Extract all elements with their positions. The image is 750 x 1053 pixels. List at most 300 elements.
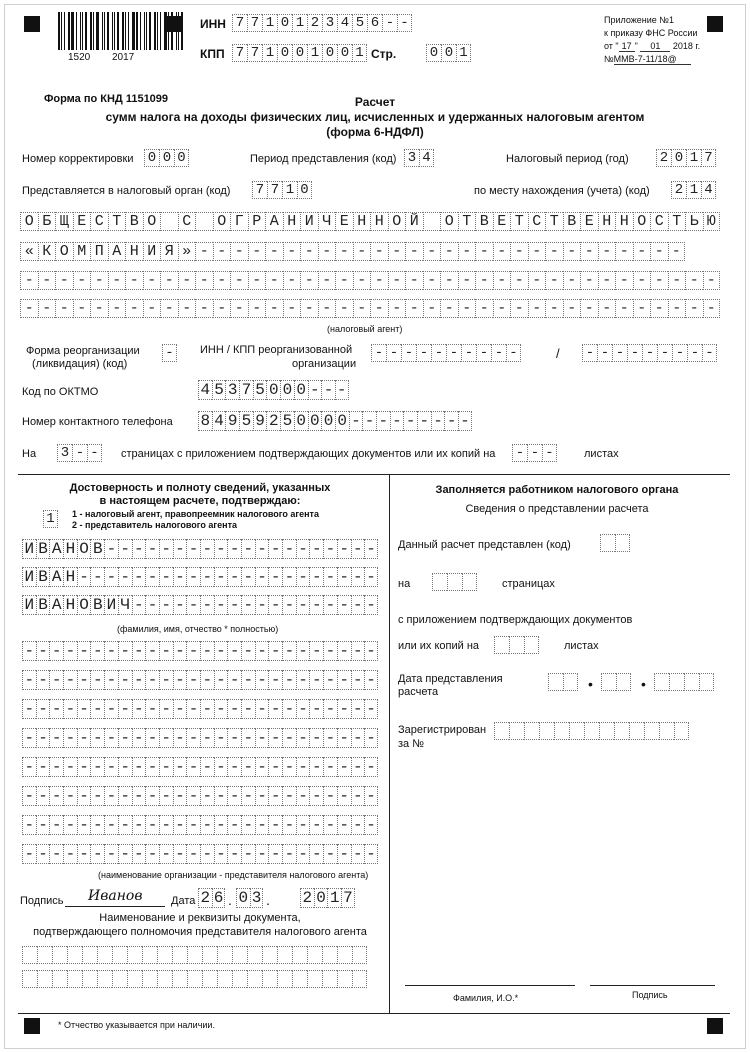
char-cell: - bbox=[685, 299, 703, 318]
char-cell: - bbox=[213, 271, 231, 290]
char-cell: - bbox=[423, 242, 441, 261]
char-cell: - bbox=[104, 815, 118, 835]
org-name-line[interactable] bbox=[22, 757, 378, 777]
char-cell: - bbox=[351, 670, 365, 690]
char-cell: - bbox=[309, 786, 323, 806]
char-cell: - bbox=[214, 786, 228, 806]
char-cell: - bbox=[173, 728, 187, 748]
char-cell: - bbox=[371, 344, 386, 362]
char-cell: - bbox=[255, 757, 269, 777]
char-cell: 7 bbox=[701, 149, 716, 167]
corner-marker-top-right bbox=[707, 16, 723, 32]
char-cell: - bbox=[22, 699, 36, 719]
char-cell bbox=[262, 946, 277, 964]
reorg-inn-field[interactable] bbox=[371, 344, 521, 362]
char-cell: - bbox=[685, 271, 703, 290]
char-cell: - bbox=[132, 815, 146, 835]
location-field[interactable] bbox=[671, 181, 716, 199]
office-attach-label2: или их копий на bbox=[398, 640, 480, 652]
char-cell: В bbox=[36, 595, 50, 615]
period-label: Период представления (код) bbox=[250, 153, 397, 165]
char-cell: - bbox=[227, 595, 241, 615]
char-cell: - bbox=[63, 670, 77, 690]
char-cell: - bbox=[296, 728, 310, 748]
char-cell: - bbox=[36, 815, 50, 835]
char-cell: - bbox=[173, 815, 187, 835]
org-name-line[interactable] bbox=[22, 728, 378, 748]
appendix-date: от " 17 " 01 2018 г. bbox=[604, 41, 701, 51]
char-cell: 4 bbox=[419, 149, 434, 167]
char-cell: - bbox=[475, 242, 493, 261]
char-cell: - bbox=[364, 844, 378, 864]
char-cell: - bbox=[423, 271, 441, 290]
char-cell: - bbox=[309, 595, 323, 615]
char-cell: - bbox=[431, 411, 445, 431]
char-cell: - bbox=[36, 786, 50, 806]
char-cell: - bbox=[104, 757, 118, 777]
char-cell: - bbox=[214, 757, 228, 777]
char-cell: 0 bbox=[294, 380, 308, 400]
char-cell: - bbox=[268, 815, 282, 835]
char-cell: С bbox=[90, 212, 108, 231]
date-day-field[interactable] bbox=[198, 888, 225, 908]
char-cell: - bbox=[36, 641, 50, 661]
char-cell: - bbox=[364, 595, 378, 615]
char-cell: - bbox=[323, 728, 337, 748]
org-name-line[interactable] bbox=[22, 699, 378, 719]
patronymic-field[interactable] bbox=[22, 595, 378, 615]
char-cell: - bbox=[38, 271, 56, 290]
surname-field[interactable] bbox=[22, 539, 378, 559]
char-cell bbox=[37, 970, 52, 988]
appendix-line1: Приложение №1 bbox=[604, 15, 674, 25]
reorg-form-field[interactable] bbox=[162, 344, 177, 362]
tax-period-field[interactable] bbox=[656, 149, 716, 167]
page-number-field[interactable] bbox=[426, 44, 471, 62]
char-cell bbox=[599, 722, 614, 740]
char-cell: О bbox=[20, 212, 38, 231]
char-cell: - bbox=[323, 786, 337, 806]
char-cell: - bbox=[633, 299, 651, 318]
char-cell: - bbox=[63, 786, 77, 806]
char-cell: - bbox=[90, 567, 104, 587]
char-cell: 0 bbox=[335, 411, 349, 431]
office-date-year-field[interactable] bbox=[654, 673, 714, 691]
char-cell: П bbox=[90, 242, 108, 261]
char-cell: - bbox=[241, 539, 255, 559]
char-cell: - bbox=[87, 444, 102, 462]
char-cell: 1 bbox=[686, 181, 701, 199]
barcode-icon bbox=[58, 12, 186, 50]
char-cell: О bbox=[388, 212, 406, 231]
signer-role-field[interactable] bbox=[43, 510, 58, 528]
char-cell: - bbox=[145, 567, 159, 587]
char-cell: - bbox=[200, 786, 214, 806]
char-cell bbox=[202, 946, 217, 964]
char-cell bbox=[22, 970, 37, 988]
corner-marker-bottom-right bbox=[707, 1018, 723, 1034]
char-cell: - bbox=[351, 539, 365, 559]
char-cell: И bbox=[104, 595, 118, 615]
char-cell: - bbox=[160, 299, 178, 318]
barcode-bar bbox=[125, 12, 126, 50]
barcode-bar bbox=[96, 12, 99, 50]
document-line[interactable] bbox=[22, 946, 367, 964]
sheets-count-field[interactable] bbox=[512, 444, 557, 462]
tax-office-field[interactable] bbox=[252, 181, 312, 199]
char-cell bbox=[127, 970, 142, 988]
reorg-inn-label2: организации bbox=[292, 358, 357, 370]
char-cell: - bbox=[195, 299, 213, 318]
char-cell bbox=[217, 970, 232, 988]
char-cell: - bbox=[309, 844, 323, 864]
char-cell: - bbox=[268, 595, 282, 615]
office-sign-caption: Подпись bbox=[632, 990, 668, 1000]
document-line[interactable] bbox=[22, 970, 367, 988]
char-cell: - bbox=[296, 567, 310, 587]
char-cell: 6 bbox=[367, 14, 382, 32]
char-cell: - bbox=[337, 670, 351, 690]
char-cell: - bbox=[145, 539, 159, 559]
char-cell: - bbox=[104, 539, 118, 559]
char-cell bbox=[142, 970, 157, 988]
char-cell: - bbox=[63, 815, 77, 835]
char-cell: - bbox=[255, 595, 269, 615]
form-name: (форма 6-НДФЛ) bbox=[326, 125, 424, 139]
char-cell: - bbox=[296, 699, 310, 719]
char-cell: 1 bbox=[327, 888, 341, 908]
char-cell: - bbox=[230, 242, 248, 261]
org-name-line[interactable] bbox=[22, 641, 378, 661]
org-name-line[interactable] bbox=[22, 670, 378, 690]
confirm-title2: в настоящем расчете, подтверждаю: bbox=[99, 495, 301, 507]
char-cell bbox=[601, 673, 616, 691]
char-cell: - bbox=[431, 344, 446, 362]
char-cell: - bbox=[241, 728, 255, 748]
char-cell bbox=[127, 946, 142, 964]
char-cell: - bbox=[49, 786, 63, 806]
char-cell bbox=[157, 946, 172, 964]
agent-name-line3[interactable] bbox=[20, 271, 720, 290]
char-cell: - bbox=[335, 380, 349, 400]
char-cell: - bbox=[178, 299, 196, 318]
char-cell: 4 bbox=[212, 411, 226, 431]
char-cell: И bbox=[300, 212, 318, 231]
char-cell bbox=[292, 970, 307, 988]
char-cell: Т bbox=[545, 212, 563, 231]
char-cell: 2 bbox=[307, 14, 322, 32]
char-cell: К bbox=[38, 242, 56, 261]
char-cell bbox=[172, 946, 187, 964]
barcode-number-left: 1520 bbox=[68, 52, 91, 63]
char-cell: - bbox=[49, 844, 63, 864]
char-cell: - bbox=[598, 242, 616, 261]
char-cell: - bbox=[214, 670, 228, 690]
char-cell: - bbox=[512, 444, 527, 462]
char-cell: 1 bbox=[686, 149, 701, 167]
char-cell: - bbox=[335, 271, 353, 290]
char-cell: - bbox=[49, 699, 63, 719]
char-cell: 0 bbox=[314, 888, 328, 908]
char-cell: - bbox=[104, 844, 118, 864]
char-cell: - bbox=[173, 567, 187, 587]
char-cell: - bbox=[104, 641, 118, 661]
char-cell: - bbox=[173, 595, 187, 615]
char-cell: - bbox=[200, 595, 214, 615]
period-field[interactable] bbox=[404, 149, 434, 167]
char-cell: - bbox=[255, 844, 269, 864]
char-cell: - bbox=[255, 670, 269, 690]
oktmo-label: Код по ОКТМО bbox=[22, 386, 99, 398]
char-cell: 3 bbox=[322, 14, 337, 32]
office-pages-field[interactable] bbox=[432, 573, 477, 591]
char-cell: - bbox=[145, 844, 159, 864]
char-cell: - bbox=[364, 786, 378, 806]
char-cell: 7 bbox=[247, 14, 262, 32]
char-cell: - bbox=[200, 757, 214, 777]
agent-name-line2[interactable] bbox=[20, 242, 685, 261]
char-cell: - bbox=[118, 670, 132, 690]
char-cell: - bbox=[186, 757, 200, 777]
char-cell: - bbox=[90, 786, 104, 806]
char-cell: - bbox=[440, 271, 458, 290]
char-cell: - bbox=[364, 728, 378, 748]
char-cell: - bbox=[22, 815, 36, 835]
char-cell: - bbox=[49, 728, 63, 748]
char-cell: - bbox=[241, 641, 255, 661]
org-name-line[interactable] bbox=[22, 786, 378, 806]
char-cell: - bbox=[282, 786, 296, 806]
char-cell: - bbox=[214, 539, 228, 559]
char-cell bbox=[247, 970, 262, 988]
kpp-field[interactable] bbox=[232, 44, 367, 62]
char-cell: - bbox=[416, 344, 431, 362]
char-cell: - bbox=[335, 242, 353, 261]
char-cell bbox=[292, 946, 307, 964]
office-date-month-field[interactable] bbox=[601, 673, 631, 691]
char-cell: Е bbox=[335, 212, 353, 231]
agent-name-line1[interactable] bbox=[20, 212, 720, 231]
char-cell: - bbox=[104, 786, 118, 806]
char-cell: - bbox=[300, 299, 318, 318]
char-cell: - bbox=[227, 815, 241, 835]
char-cell: - bbox=[337, 699, 351, 719]
agent-name-line4[interactable] bbox=[20, 299, 720, 318]
char-cell: - bbox=[145, 595, 159, 615]
char-cell: С bbox=[178, 212, 196, 231]
char-cell: - bbox=[265, 242, 283, 261]
char-cell: - bbox=[49, 641, 63, 661]
char-cell: - bbox=[200, 844, 214, 864]
date-month-field[interactable] bbox=[236, 888, 263, 908]
char-cell: - bbox=[77, 567, 91, 587]
char-cell: - bbox=[296, 641, 310, 661]
char-cell: - bbox=[145, 699, 159, 719]
org-name-line[interactable] bbox=[22, 844, 378, 864]
char-cell: - bbox=[145, 815, 159, 835]
char-cell: - bbox=[132, 728, 146, 748]
char-cell: « bbox=[20, 242, 38, 261]
char-cell: - bbox=[633, 242, 651, 261]
char-cell: - bbox=[296, 844, 310, 864]
barcode-bar bbox=[71, 12, 74, 50]
char-cell: - bbox=[22, 728, 36, 748]
char-cell: - bbox=[353, 242, 371, 261]
reorg-slash: / bbox=[556, 346, 560, 361]
char-cell: - bbox=[143, 271, 161, 290]
char-cell bbox=[202, 970, 217, 988]
office-fio-caption: Фамилия, И.О.* bbox=[453, 993, 519, 1003]
char-cell: - bbox=[598, 271, 616, 290]
char-cell: - bbox=[49, 757, 63, 777]
office-pages-label: страницах bbox=[502, 578, 555, 590]
char-cell: - bbox=[159, 641, 173, 661]
char-cell: Н bbox=[63, 595, 77, 615]
barcode-bar bbox=[107, 12, 109, 50]
barcode-bar bbox=[122, 12, 124, 50]
char-cell: - bbox=[458, 271, 476, 290]
pages-text: страницах с приложением подтверждающих документов или их копий на bbox=[121, 448, 496, 460]
char-cell: - bbox=[308, 380, 322, 400]
fio-caption: (фамилия, имя, отчество * полностью) bbox=[117, 624, 279, 634]
char-cell: - bbox=[255, 699, 269, 719]
pages-count-field[interactable] bbox=[57, 444, 102, 462]
signature-label: Подпись bbox=[20, 895, 64, 907]
char-cell: - bbox=[195, 271, 213, 290]
char-cell: 1 bbox=[352, 44, 367, 62]
pages-on-label: На bbox=[22, 448, 37, 460]
char-cell: - bbox=[159, 567, 173, 587]
office-attach-label: с приложением подтверждающих документов bbox=[398, 614, 633, 626]
barcode-bar bbox=[61, 12, 62, 50]
char-cell: - bbox=[446, 344, 461, 362]
barcode-bar bbox=[80, 12, 81, 50]
char-cell: - bbox=[615, 299, 633, 318]
barcode-bar bbox=[104, 12, 105, 50]
char-cell: 7 bbox=[232, 14, 247, 32]
office-date-day-field[interactable] bbox=[548, 673, 578, 691]
char-cell: - bbox=[353, 271, 371, 290]
char-cell: - bbox=[323, 815, 337, 835]
oktmo-field[interactable] bbox=[198, 380, 349, 400]
char-cell: - bbox=[493, 299, 511, 318]
reorg-kpp-field[interactable] bbox=[582, 344, 717, 362]
char-cell: Т bbox=[108, 212, 126, 231]
char-cell: - bbox=[370, 242, 388, 261]
char-cell: - bbox=[77, 786, 91, 806]
char-cell: - bbox=[337, 595, 351, 615]
presented-code-field[interactable] bbox=[600, 534, 630, 552]
char-cell: - bbox=[296, 757, 310, 777]
char-cell: Н bbox=[353, 212, 371, 231]
char-cell: 2 bbox=[671, 181, 686, 199]
char-cell: В bbox=[125, 212, 143, 231]
office-sheets-field[interactable] bbox=[494, 636, 539, 654]
sheets-label: листах bbox=[584, 448, 619, 460]
char-cell: - bbox=[145, 786, 159, 806]
char-cell: - bbox=[195, 242, 213, 261]
char-cell: 5 bbox=[212, 380, 226, 400]
char-cell: - bbox=[323, 844, 337, 864]
char-cell bbox=[462, 573, 477, 591]
char-cell: - bbox=[255, 641, 269, 661]
date-year-field[interactable] bbox=[300, 888, 355, 908]
registration-number-field[interactable] bbox=[494, 722, 689, 740]
char-cell: - bbox=[38, 299, 56, 318]
char-cell: - bbox=[241, 786, 255, 806]
phone-field[interactable] bbox=[198, 411, 472, 431]
char-cell: » bbox=[178, 242, 196, 261]
char-cell bbox=[539, 722, 554, 740]
char-cell: - bbox=[506, 344, 521, 362]
char-cell: - bbox=[36, 844, 50, 864]
char-cell: Н bbox=[598, 212, 616, 231]
char-cell: В bbox=[475, 212, 493, 231]
char-cell: - bbox=[612, 344, 627, 362]
char-cell: - bbox=[461, 344, 476, 362]
barcode-bar bbox=[171, 12, 173, 50]
char-cell: - bbox=[309, 815, 323, 835]
char-cell: - bbox=[118, 728, 132, 748]
char-cell: - bbox=[296, 539, 310, 559]
char-cell: 7 bbox=[341, 888, 355, 908]
first-name-field[interactable] bbox=[22, 567, 378, 587]
char-cell: Ь bbox=[685, 212, 703, 231]
appendix-line2: к приказу ФНС России bbox=[604, 28, 698, 38]
char-cell: - bbox=[241, 670, 255, 690]
char-cell: - bbox=[241, 815, 255, 835]
char-cell: - bbox=[510, 271, 528, 290]
char-cell: - bbox=[351, 844, 365, 864]
char-cell: - bbox=[672, 344, 687, 362]
char-cell: - bbox=[282, 844, 296, 864]
form-title: Расчет bbox=[354, 95, 396, 109]
char-cell: 0 bbox=[236, 888, 250, 908]
char-cell: - bbox=[90, 299, 108, 318]
char-cell: - bbox=[300, 271, 318, 290]
char-cell bbox=[524, 722, 539, 740]
char-cell: - bbox=[90, 815, 104, 835]
org-name-line[interactable] bbox=[22, 815, 378, 835]
char-cell: - bbox=[296, 670, 310, 690]
char-cell bbox=[337, 946, 352, 964]
barcode-bar bbox=[132, 12, 135, 50]
correction-field[interactable] bbox=[144, 149, 189, 167]
char-cell: - bbox=[335, 299, 353, 318]
char-cell: - bbox=[351, 757, 365, 777]
char-cell: - bbox=[104, 699, 118, 719]
char-cell: - bbox=[160, 271, 178, 290]
char-cell: - bbox=[282, 815, 296, 835]
char-cell: - bbox=[118, 539, 132, 559]
char-cell: - bbox=[597, 344, 612, 362]
char-cell: - bbox=[20, 271, 38, 290]
corner-marker-bottom-left bbox=[24, 1018, 40, 1034]
char-cell bbox=[509, 636, 524, 654]
char-cell: Б bbox=[38, 212, 56, 231]
char-cell: 7 bbox=[247, 44, 262, 62]
char-cell: - bbox=[563, 299, 581, 318]
char-cell: - bbox=[403, 411, 417, 431]
char-cell: - bbox=[282, 567, 296, 587]
char-cell: - bbox=[268, 641, 282, 661]
char-cell: - bbox=[318, 271, 336, 290]
inn-field[interactable] bbox=[232, 14, 412, 32]
confirm-title: Достоверность и полноту сведений, указанных bbox=[69, 482, 331, 494]
char-cell: - bbox=[104, 670, 118, 690]
char-cell: - bbox=[668, 271, 686, 290]
barcode-bar bbox=[112, 12, 113, 50]
